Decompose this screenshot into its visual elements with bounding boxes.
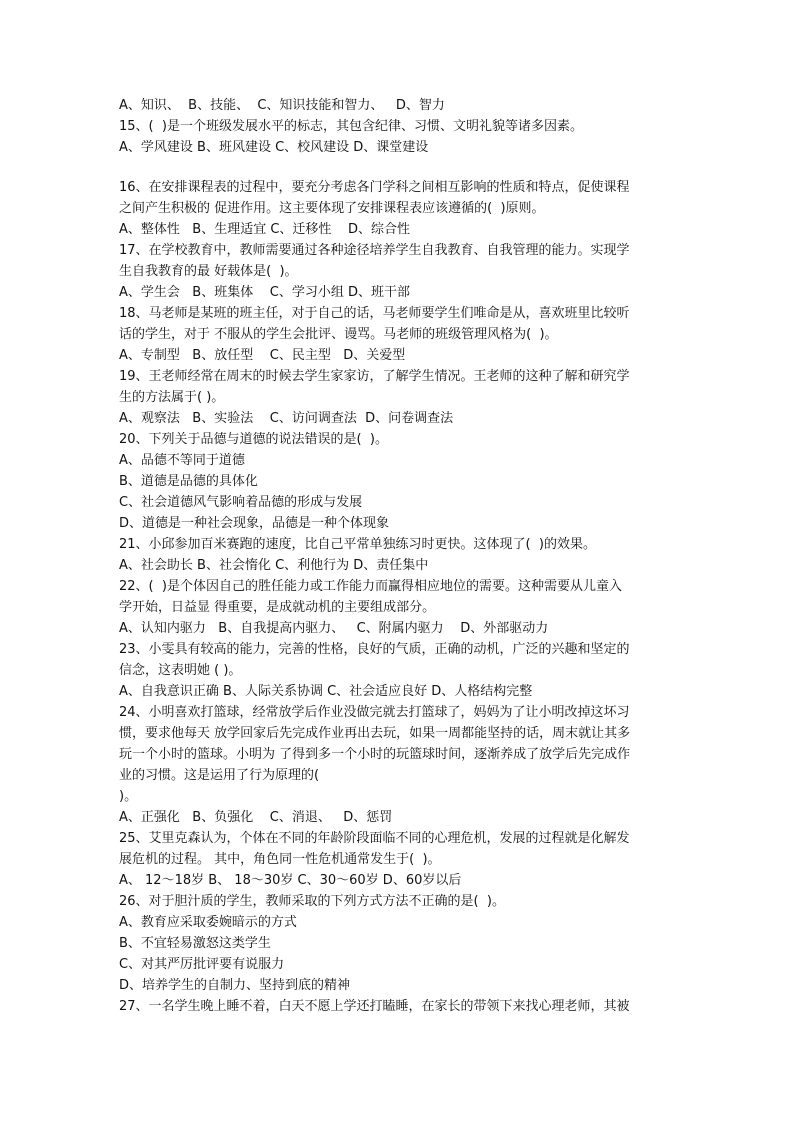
question-stem: 27、一名学生晚上睡不着，白天不愿上学还打瞌睡，在家长的带领下来找心理老师，其被 <box>119 999 630 1014</box>
answer-option: D、培养学生的自制力、坚持到底的精神 <box>119 978 351 993</box>
blank-line <box>119 158 679 177</box>
answer-options: A、社会助长 B、社会惰化 C、利他行为 D、责任集中 <box>119 558 429 573</box>
question-stem: 生的方法属于( )。 <box>119 390 225 405</box>
answer-options: A、专制型 B、放任型 C、民主型 D、关爱型 <box>119 348 406 363</box>
question-stem: 18、马老师是某班的班主任，对于自己的话，马老师要学生们唯命是从，喜欢班里比较听 <box>119 306 630 321</box>
question-stem: 25、艾里克森认为，个体在不同的年龄阶段面临不同的心理危机，发展的过程就是化解发 <box>119 831 630 846</box>
question-stem: 22、( )是个体因自己的胜任能力或工作能力而赢得相应地位的需要。这种需要从儿童入 <box>119 579 622 594</box>
question-stem: 19、王老师经常在周末的时候去学生家家访，了解学生情况。王老师的这种了解和研究学 <box>119 369 630 384</box>
question-stem: 16、在安排课程表的过程中，要充分考虑各门学科之间相互影响的性质和特点，促使课程 <box>119 180 630 195</box>
question-stem: 惯，要求他每天 放学回家后先完成作业再出去玩，如果一周都能坚持的话，周末就让其多 <box>119 726 631 741</box>
answer-options: A、认知内驱力 B、自我提高内驱力、 C、附属内驱力 D、外部驱动力 <box>119 621 549 636</box>
answer-option: A、品德不等同于道德 <box>119 453 245 468</box>
answer-option: C、社会道德风气影响着品德的形成与发展 <box>119 495 363 510</box>
answer-options: A、自我意识正确 B、人际关系协调 C、社会适应良好 D、人格结构完整 <box>119 684 533 699</box>
question-stem: 话的学生，对于 不服从的学生会批评、谩骂。马老师的班级管理风格为( )。 <box>119 327 558 342</box>
question-stem: 15、( )是一个班级发展水平的标志，其包含纪律、习惯、文明礼貌等诸多因素。 <box>119 119 583 134</box>
answer-option: D、道德是一种社会现象，品德是一种个体现象 <box>119 516 390 531</box>
answer-options: A、整体性 B、生理适宜 C、迁移性 D、综合性 <box>119 222 410 237</box>
answer-options: A、学风建设 B、班风建设 C、校风建设 D、课堂建设 <box>119 140 429 155</box>
question-stem: 20、下列关于品德与道德的说法错误的是( )。 <box>119 432 388 447</box>
question-stem: 业的习惯。这是运用了行为原理的( <box>119 768 320 783</box>
document-page <box>119 95 679 1017</box>
answer-options: A、正强化 B、负强化 C、消退、 D、惩罚 <box>119 810 393 825</box>
answer-option: B、道德是品德的具体化 <box>119 474 258 489</box>
question-stem: 之间产生积极的 促进作用。这主要体现了安排课程表应该遵循的( )原则。 <box>119 201 545 216</box>
answer-options: A、 12～18岁 B、 18～30岁 C、30～60岁 D、60岁以后 <box>119 873 462 888</box>
question-stem: 生自我教育的最 好载体是( )。 <box>119 264 298 279</box>
question-stem: 24、小明喜欢打篮球，经常放学后作业没做完就去打篮球了，妈妈为了让小明改掉这坏习 <box>119 705 630 720</box>
question-stem: 26、对于胆汁质的学生，教师采取的下列方式方法不正确的是( )。 <box>119 894 505 909</box>
answer-options: A、观察法 B、实验法 C、访问调查法 D、问卷调查法 <box>119 411 454 426</box>
answer-options: A、学生会 B、班集体 C、学习小组 D、班干部 <box>119 285 410 300</box>
question-stem: 21、小邱参加百米赛跑的速度，比自己平常单独练习时更快。这体现了( )的效果。 <box>119 537 596 552</box>
answer-option: C、对其严厉批评要有说服力 <box>119 957 285 972</box>
question-stem: )。 <box>119 789 138 804</box>
question-stem: 玩一个小时的篮球。小明为 了得到多一个小时的玩篮球时间，逐渐养成了放学后先完成作 <box>119 747 631 762</box>
answer-option: B、不宜轻易激怒这类学生 <box>119 936 271 951</box>
text-line: A、知识、 B、技能、 C、知识技能和智力、 D、智力 <box>119 98 445 113</box>
question-stem: 信念，这表明她 ( )。 <box>119 663 242 678</box>
question-stem: 学开始，日益显 得重要，是成就动机的主要组成部分。 <box>119 600 436 615</box>
answer-option: A、教育应采取委婉暗示的方式 <box>119 915 297 930</box>
question-stem: 17、在学校教育中，教师需要通过各种途径培养学生自我教育、自我管理的能力。实现学 <box>119 243 630 258</box>
question-stem: 23、小雯具有较高的能力，完善的性格，良好的气质，正确的动机，广泛的兴趣和坚定的 <box>119 642 630 657</box>
question-stem: 展危机的过程。 其中，角色同一性危机通常发生于( )。 <box>119 852 441 867</box>
